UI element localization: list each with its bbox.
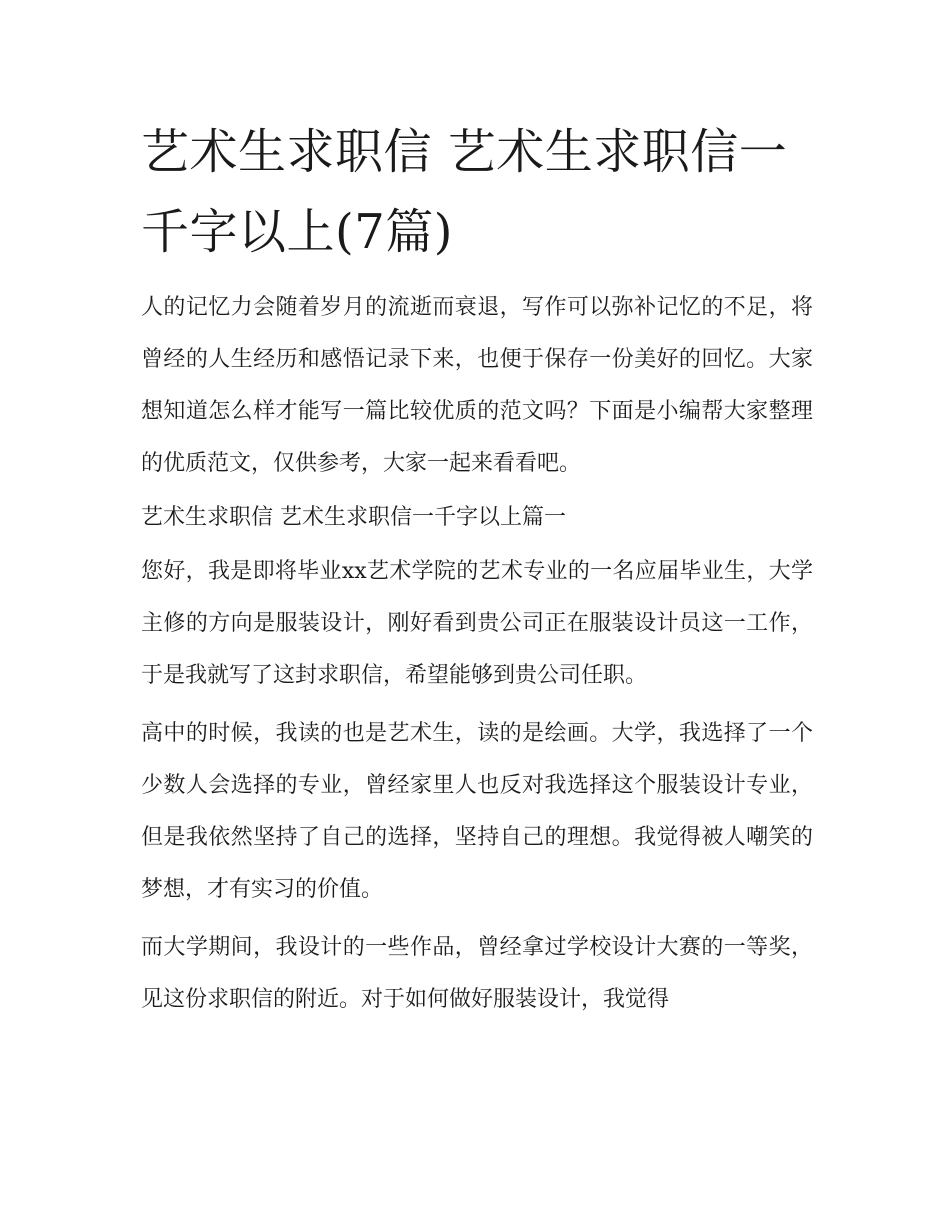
section-heading: 艺术生求职信 艺术生求职信一千字以上篇一 [141,505,566,530]
body-paragraph: 您好，我是即将毕业xx艺术学院的艺术专业的一名应届毕业生，大学主修的方向是服装设计，刚好看到贵公司正在服装设计员这一工作，于是我就写了这封求职信，希望能够到贵公司任职。 [141,559,813,688]
body-paragraph: 而大学期间，我设计的一些作品，曾经拿过学校设计大赛的一等奖，见这份求职信的附近。对于如何做好服装设计，我觉得 [141,935,813,1012]
document-page [141,112,813,1026]
document-title: 艺术生求职信 艺术生求职信一千字以上(7篇) [141,124,788,260]
intro-paragraph: 人的记忆力会随着岁月的流逝而衰退，写作可以弥补记忆的不足，将曾经的人生经历和感悟记录下来，也便于保存一份美好的回忆。大家想知道怎么样才能写一篇比较优质的范文吗？下面是小编帮大家整理的优质范文，仅供参考，大家一起来看看吧。 [141,295,813,476]
body-paragraph: 高中的时候，我读的也是艺术生，读的是绘画。大学，我选择了一个少数人会选择的专业，曾经家里人也反对我选择这个服装设计专业，但是我依然坚持了自己的选择，坚持自己的理想。我觉得被人嘲笑的梦想，才有实习的价值。 [141,721,813,902]
